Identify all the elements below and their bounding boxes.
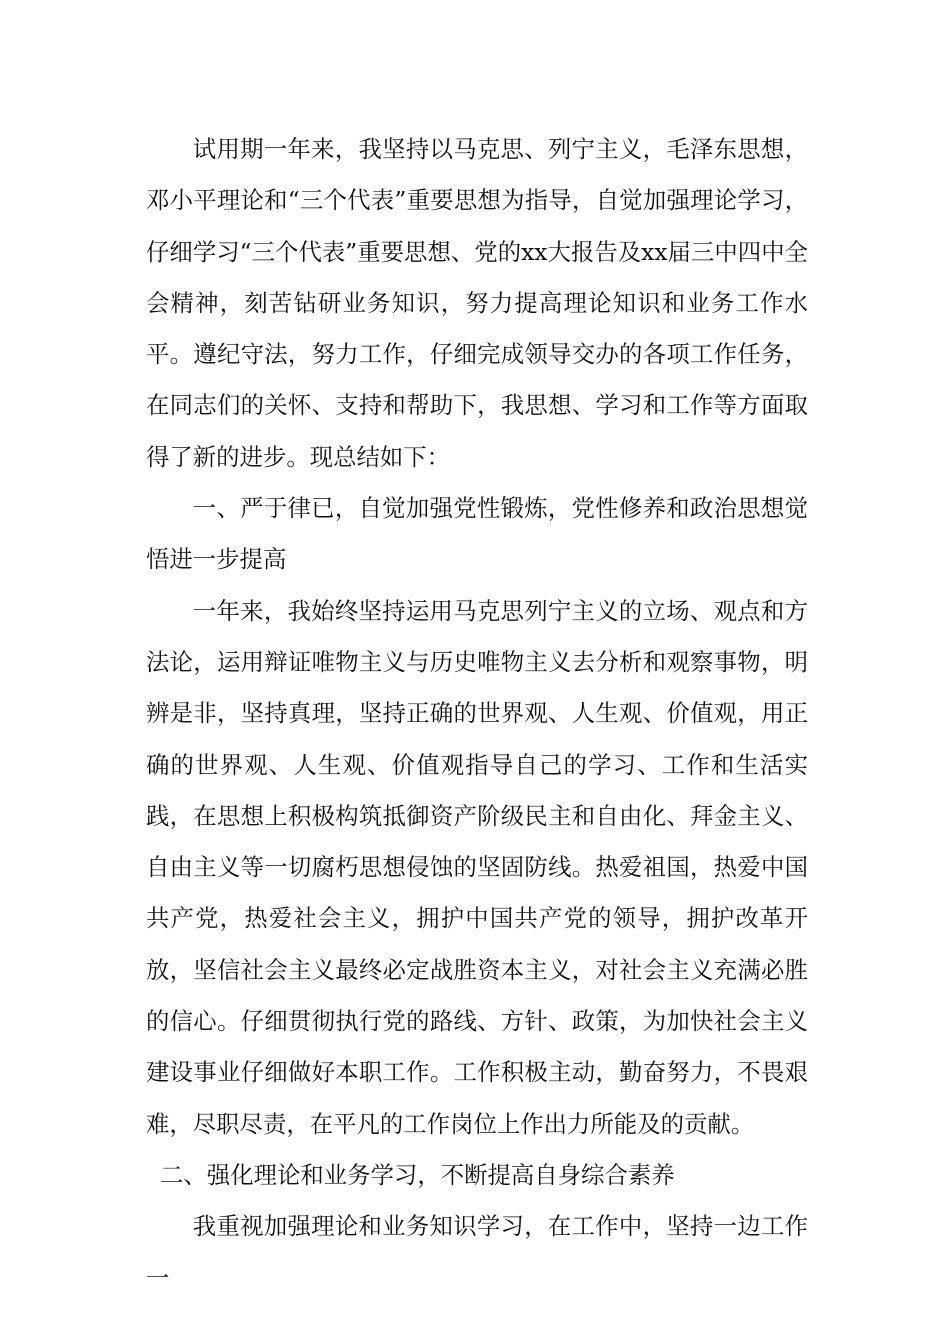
paragraph-section-1-body: 一年来，我始终坚持运用马克思列宁主义的立场、观点和方法论，运用辩证唯物主义与历史唯物主义去分析和观察事物，明辨是非，坚持真理，坚持正确的世界观、人生观、价值观，用正确的世界观、人生观、价值观指导自己的学习、工作和生活实践，在思想上积极构筑抵御资产阶级民主和自由化、拜金主义、自由主义等一切腐朽思想侵蚀的坚固防线。热爱祖国，热爱中国共产党，热爱社会主义，拥护中国共产党的领导，拥护改革开放，坚信社会主义最终必定战胜资本主义，对社会主义充满必胜的信心。仔细贯彻执行党的路线、方针、政策，为加快社会主义建设事业仔细做好本职工作。工作积极主动，勤奋努力，不畏艰难，尽职尽责，在平凡的工作岗位上作出力所能及的贡献。 [146, 596, 808, 1138]
paragraph-section-2-body: 我重视加强理论和业务知识学习，在工作中，坚持一边工作一 [146, 1212, 808, 1292]
paragraph-intro: 试用期一年来，我坚持以马克思、列宁主义，毛泽东思想，邓小平理论和“三个代表”重要思想为指导，自觉加强理论学习，仔细学习“三个代表”重要思想、党的xx大报告及xx届三中四中全会精神，刻苦钻研业务知识，努力提高理论知识和业务工作水平。遵纪守法，努力工作，仔细完成领导交办的各项工作任务，在同志们的关怀、支持和帮助下，我思想、学习和工作等方面取得了新的进步。现总结如下： [146, 135, 808, 471]
paragraph-section-2-heading: 二、强化理论和业务学习，不断提高自身综合素养 [160, 1160, 675, 1189]
document-body [146, 124, 808, 1304]
paragraph-section-1-heading: 一、严于律已，自觉加强党性锻炼，党性修养和政治思想觉悟进一步提高 [146, 494, 808, 574]
